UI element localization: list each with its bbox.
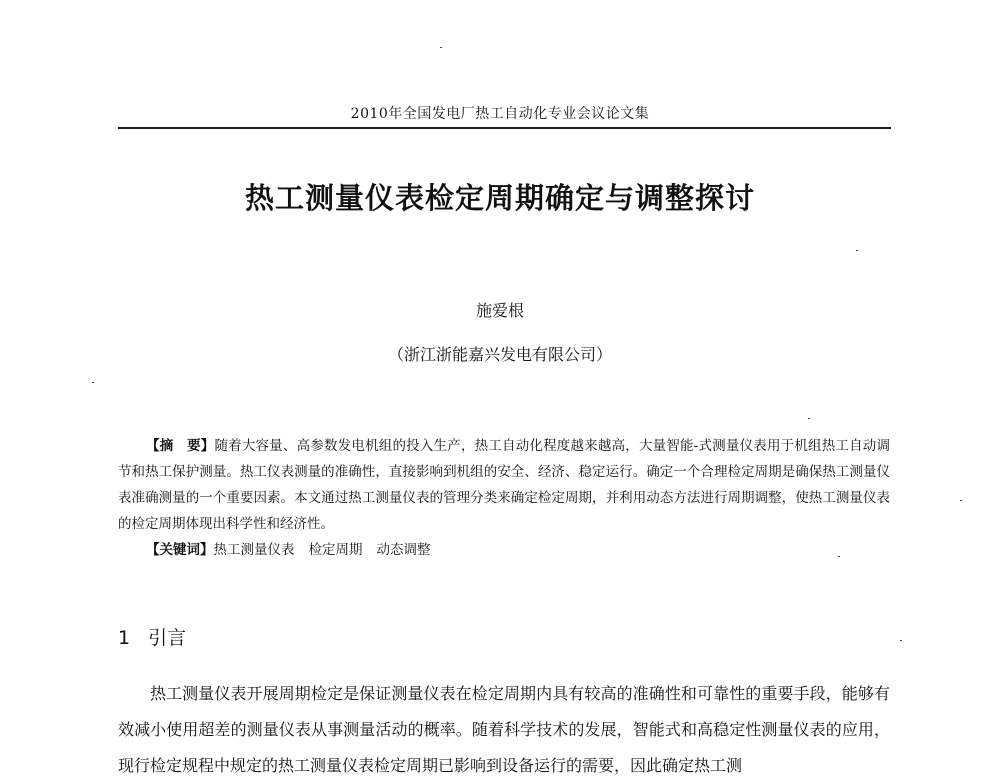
- abstract-label: 【摘 要】: [146, 438, 215, 454]
- author-affiliation: （浙江浙能嘉兴发电有限公司）: [387, 345, 612, 364]
- keyword: 热工测量仪表: [213, 542, 295, 558]
- abstract-block: [118, 433, 890, 563]
- section-heading-introduction: [118, 623, 186, 650]
- scan-speck: [960, 500, 962, 501]
- scan-speck: [900, 640, 902, 641]
- keywords-line: [118, 537, 890, 563]
- keywords-label: 【关键词】: [146, 542, 214, 558]
- scan-speck: [808, 418, 810, 419]
- section-number: 1: [118, 627, 131, 649]
- section-title: 引言: [148, 627, 187, 649]
- author-name: 施爱根: [475, 301, 524, 320]
- header-rule: [118, 127, 891, 129]
- scan-speck: [838, 556, 840, 557]
- scan-speck: [92, 382, 94, 383]
- keyword: 检定周期: [308, 542, 363, 558]
- running-header: 2010年全国发电厂热工自动化专业会议论文集: [350, 106, 650, 122]
- abstract-text: 随着大容量、高参数发电机组的投入生产，热工自动化程度越来越高，大量智能-式测量仪表用于机组热工自动调节和热工保护测量。热工仪表测量的准确性，直接影响到机组的安全、经济、稳定运行。确定一个合理检定周期是确保热工测量仪表准确测量的一个重要因素。本文通过热工测量仪表的管理分类来确定检定周期，并利用动态方法进行周期调整，使热工测量仪表的检定周期体现出科学性和经济性。: [118, 438, 890, 532]
- scan-speck: [440, 47, 442, 48]
- introduction-paragraph: 热工测量仪表开展周期检定是保证测量仪表在检定周期内具有较高的准确性和可靠性的重要手段，能够有效减小使用超差的测量仪表从事测量活动的概率。随着科学技术的发展，智能式和高稳定性测量仪表的应用，现行检定规程中规定的热工测量仪表检定周期已影响到设备运行的需要，因此确定热工测: [118, 684, 890, 775]
- introduction-body: [118, 676, 890, 784]
- abstract-paragraph: [118, 433, 890, 537]
- paper-title: 热工测量仪表检定周期确定与调整探讨: [244, 181, 755, 215]
- scan-speck: [856, 250, 858, 251]
- keyword: 动态调整: [376, 542, 431, 558]
